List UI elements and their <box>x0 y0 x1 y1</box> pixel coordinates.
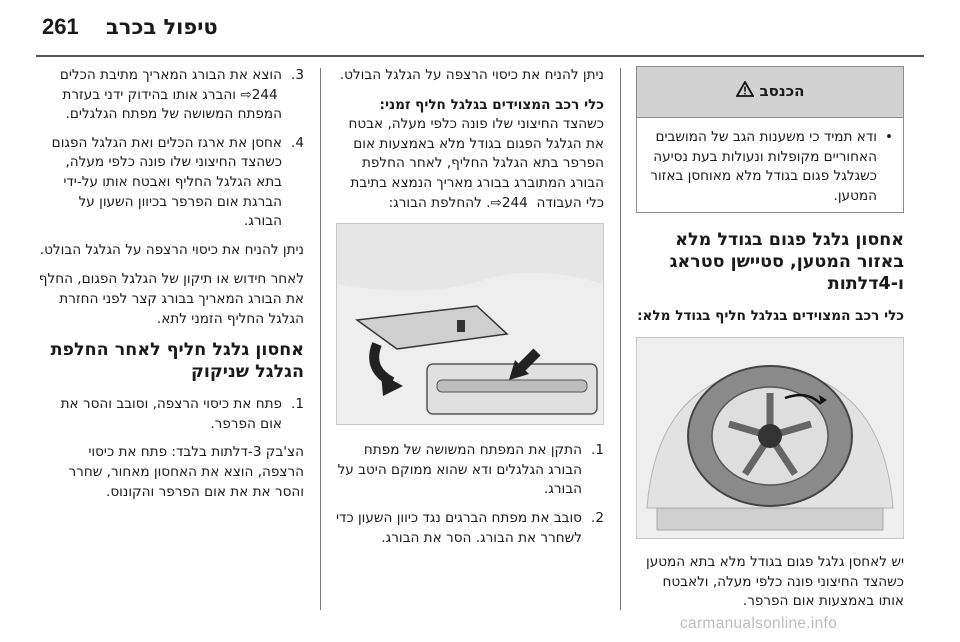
bolt-replacement-illustration <box>336 223 604 425</box>
left-heading: אחסון גלגל חליף לאחר החלפת הגלגל שניקוק <box>50 340 304 383</box>
middle-note-title: כלי רכב המצוידים בגלגל חליף זמני: <box>379 96 604 113</box>
step-number: 4. <box>291 134 304 151</box>
warning-box <box>636 66 904 213</box>
step-number: 2. <box>591 509 604 526</box>
section-body: יש לאחסן גלגל פגום בגודל מלא בתא המטען כשהצד החיצוני פונה כלפי מעלה, ולאבטח אותו באמצעות אום הפרפר. <box>646 553 904 610</box>
trunk-spare-wheel-illustration <box>636 337 904 539</box>
step-number: 1. <box>291 396 304 413</box>
column-divider-left <box>320 68 321 610</box>
step-3 <box>38 66 304 125</box>
step-text: פתח את כיסוי הרצפה, וסובב והסר את אום הפרפר. <box>60 396 282 432</box>
watermark: carmanualsonline.info <box>680 615 838 632</box>
page-number: 261 <box>42 14 79 39</box>
warning-text: • ודא תמיד כי משענות הגב של המושבים האחוריים מקופלות ונעולות בעת נסיעה כשגלגל פגום בגודל מלא מאוחסן באזור המטען. <box>645 128 893 206</box>
step-text: אחסן את ארגז הכלים ואת הגלגל הפגום כשהצד החיצוני שלו פונה כלפי מעלה, בתא הגלגל החליף ואבטח אותו על-ידי הברגת אום הפרפר בכיוון השעון על הבורג. <box>51 134 282 230</box>
middle-intro: ניתן להניח את כיסוי הרצפה על הגלגל הבולט. <box>339 67 604 83</box>
step-2 <box>336 509 604 548</box>
section-heading: אחסון גלגל פגום בגודל מלא באזור המטען, סטיישן סטראג ו-4דלתות <box>669 230 904 295</box>
warning-title: הכנסב <box>759 82 805 101</box>
warning-body <box>637 118 903 212</box>
step-text: סובב את מפתח הברגים נגד כיוון השעון כדי לשחרר את הבורג. הסר את הבורג. <box>335 509 582 546</box>
step-text: התקן את המפתח המשושה של מפתח הבורג הגלגלים ודא שהוא ממוקם היטב על הבורג. <box>337 442 582 498</box>
left-para-3: הצ'בק 3-דלתות בלבד: פתח את כיסוי הרצפה, הוצא את האחסון מאחור, שחרר והסר את את אום הפרפר והקונוס. <box>68 444 304 500</box>
middle-steps <box>336 441 604 548</box>
section-subheading: כלי רכב המצוידים בגלגל חליף בגודל מלא: <box>637 308 904 325</box>
left-step-1 <box>38 395 304 434</box>
warning-header <box>637 67 903 118</box>
step-1 <box>336 441 604 500</box>
left-para-1: ניתן להניח את כיסוי הרצפה על הגלגל הבולט. <box>39 241 304 258</box>
step-number: 1. <box>591 442 604 459</box>
right-column <box>636 66 904 622</box>
page-title: טיפול בכרב <box>106 15 218 39</box>
warning-triangle-icon <box>736 81 754 103</box>
step-text: הוצא את הבורג המאריך מתיבת הכלים ‎244 ‎⇨ והברג אותו בהידוק ידני בעזרת המפתח המשושה של מפתח הגלגלים. <box>59 67 282 123</box>
step-4 <box>38 134 304 232</box>
left-column <box>38 66 304 512</box>
middle-note <box>336 96 604 214</box>
middle-note-body: כשהצד החיצוני שלו פונה כלפי מעלה, אבטח את הגלגל הפגום בגודל מלא באמצעות אום הפרפר בתא הגלגל החליף, לאחר החלפת הבורג המתוברג בבורג מאריך הנמצא בתיבת כלי העבודה ‎244 ‎⇨. להחלפת הבורג: <box>348 116 604 211</box>
middle-column <box>336 66 604 557</box>
left-para-2: לאחר חידוש או תיקון של הגלגל הפגום, החלף את הבורג המאריך בבורג קצר לפני החזרת הגלגל החליף הזמני לתא. <box>38 271 304 327</box>
column-divider-right <box>620 68 621 610</box>
header-divider <box>36 55 924 57</box>
step-number: 3. <box>291 67 304 83</box>
